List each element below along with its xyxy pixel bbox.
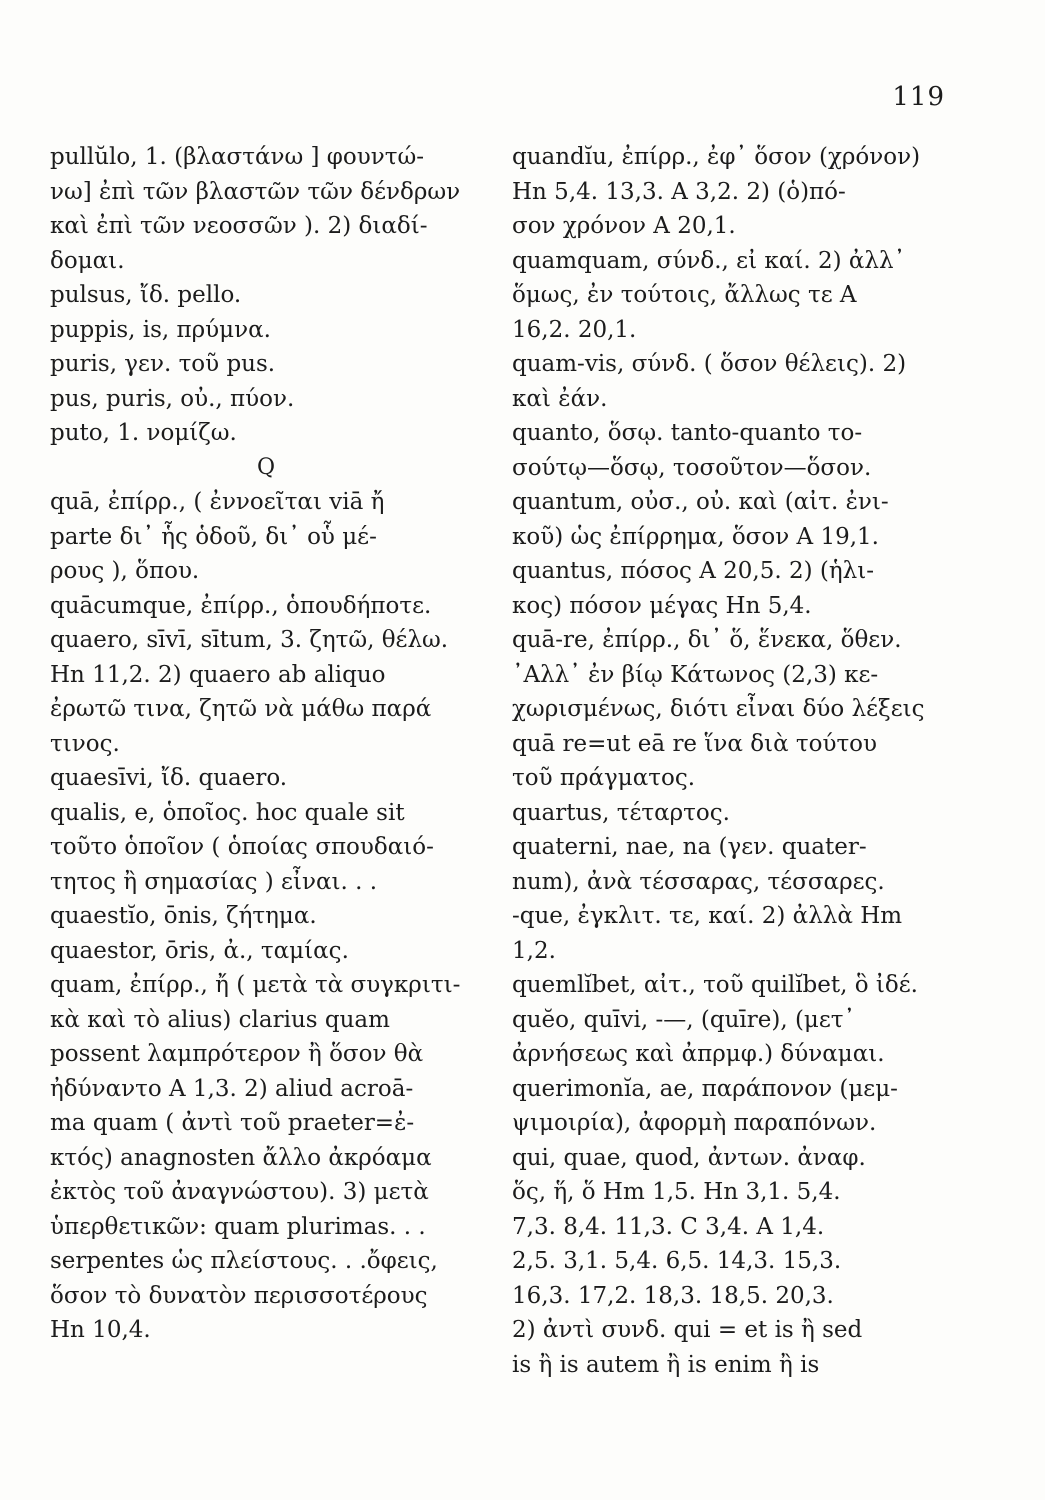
entry-line: κος) πόσον μέγας Hn 5,4. bbox=[512, 592, 812, 619]
entry-line: ἐρωτῶ τινα, ζητῶ νὰ μάθω παρά bbox=[50, 696, 432, 722]
entry-line: quantum, οὐσ., οὐ. καὶ (αἰτ. ἐνι- bbox=[512, 489, 889, 515]
entry-line: 7,3. 8,4. 11,3. C 3,4. A 1,4. bbox=[512, 1213, 825, 1240]
entry-line: ἀρνήσεως καὶ ἀπρμφ.) δύναμαι. bbox=[512, 1041, 885, 1067]
entry-line: κὰ καὶ τὸ alius) clarius quam bbox=[50, 1006, 390, 1033]
entry-line: 1,2. bbox=[512, 937, 556, 964]
entry-line: pullŭlo, 1. (βλαστάνω ] φουντώ- bbox=[50, 144, 424, 170]
entry-line: ἠδύναντο A 1,3. 2) aliud acroā- bbox=[50, 1075, 414, 1102]
entry-line: num), ἀνὰ τέσσαρας, τέσσαρες. bbox=[512, 868, 885, 895]
entry-line: τινος. bbox=[50, 730, 120, 757]
entry-line: Hn 11,2. 2) quaero ab aliquo bbox=[50, 661, 386, 688]
section-letter-heading: Q bbox=[256, 454, 276, 480]
entry-line: τητος ἢ σημασίας ) εἶναι. . . bbox=[50, 868, 378, 895]
entry-line: Hn 5,4. 13,3. A 3,2. 2) (ὁ)πό- bbox=[512, 178, 846, 205]
entry-line: κοῦ) ὡς ἐπίρρημα, ὅσον A 19,1. bbox=[512, 523, 879, 550]
entry-line: parte δι᾽ ἧς ὁδοῦ, δι᾽ οὗ μέ- bbox=[50, 523, 377, 550]
entry-line: puppis, is, πρύμνα. bbox=[50, 316, 271, 343]
entry-line: quemlĭbet, αἰτ., τοῦ quilĭbet, ὃ ἰδέ. bbox=[512, 972, 918, 998]
entry-line: quanto, ὅσῳ. tanto-quanto το- bbox=[512, 420, 863, 446]
entry-line: serpentes ὡς πλείστους. . .ὄφεις, bbox=[50, 1248, 438, 1274]
entry-line: quaterni, nae, na (γεν. quater- bbox=[512, 834, 867, 860]
entry-line: 2,5. 3,1. 5,4. 6,5. 14,3. 15,3. bbox=[512, 1248, 842, 1274]
entry-line: puris, γεν. τοῦ pus. bbox=[50, 351, 276, 377]
entry-line: pulsus, ἴδ. pello. bbox=[50, 282, 242, 308]
page-number: 119 bbox=[892, 82, 945, 112]
entry-line: quamquam, σύνδ., εἰ καί. 2) ἀλλ᾽ bbox=[512, 247, 906, 274]
entry-line: quam-vis, σύνδ. ( ὅσον θέλεις). 2) bbox=[512, 351, 907, 377]
entry-line: ma quam ( ἀντὶ τοῦ praeter=ἐ- bbox=[50, 1110, 415, 1136]
entry-line: pus, puris, οὐ., πύον. bbox=[50, 385, 295, 412]
entry-line: ἐκτὸς τοῦ ἀναγνώστου). 3) μετὰ bbox=[50, 1179, 429, 1205]
entry-line: qualis, e, ὁποῖος. hoc quale sit bbox=[50, 799, 405, 826]
entry-line: σούτῳ—ὅσῳ, τοσοῦτον—ὅσον. bbox=[512, 454, 872, 481]
entry-line: σον χρόνον A 20,1. bbox=[512, 213, 736, 239]
entry-line: δομαι. bbox=[50, 247, 125, 274]
entry-line: quartus, τέταρτος. bbox=[512, 799, 730, 826]
entry-line: ρους ), ὅπου. bbox=[50, 558, 200, 584]
entry-line: τοῦτο ὁποῖον ( ὁποίας σπουδαιό- bbox=[50, 834, 434, 860]
entry-line: quaesīvi, ἴδ. quaero. bbox=[50, 765, 288, 791]
entry-line: κτός) anagnosten ἄλλο ἀκρόαμα bbox=[50, 1144, 432, 1171]
entry-line: τοῦ πράγματος. bbox=[512, 765, 696, 791]
entry-line: ᾽Αλλ᾽ ἐν βίῳ Κάτωνος (2,3) κε- bbox=[512, 661, 879, 688]
entry-line: καὶ ἐάν. bbox=[512, 385, 608, 412]
entry-line: νω] ἐπὶ τῶν βλαστῶν τῶν δένδρων bbox=[50, 178, 461, 205]
entry-line: ὅς, ἥ, ὅ Hm 1,5. Hn 3,1. 5,4. bbox=[512, 1179, 841, 1205]
entry-line: ὑπερθετικῶν: quam plurimas. . . bbox=[50, 1213, 426, 1240]
entry-line: puto, 1. νομίζω. bbox=[50, 420, 237, 446]
right-column bbox=[512, 140, 952, 1382]
entry-line: quam, ἐπίρρ., ἤ ( μετὰ τὰ συγκριτι- bbox=[50, 972, 461, 998]
entry-line: quaestor, ōris, ἀ., ταμίας. bbox=[50, 937, 349, 964]
entry-line: quantus, πόσος A 20,5. 2) (ἡλι- bbox=[512, 558, 875, 584]
entry-line: possent λαμπρότερον ἢ ὅσον θὰ bbox=[50, 1041, 424, 1067]
entry-line: 16,2. 20,1. bbox=[512, 316, 637, 343]
entry-line: quandĭu, ἐπίρρ., ἐφ᾽ ὅσον (χρόνον) bbox=[512, 144, 921, 170]
entry-line: quĕo, quīvi, -—, (quīre), (μετ᾽ bbox=[512, 1006, 856, 1033]
entry-line: qui, quae, quod, ἀντων. ἀναφ. bbox=[512, 1144, 866, 1171]
entry-line: quā-re, ἐπίρρ., δι᾽ ὅ, ἕνεκα, ὅθεν. bbox=[512, 627, 902, 653]
entry-line: quā, ἐπίρρ., ( ἐννοεῖται viā ἤ bbox=[50, 489, 385, 515]
entry-line: ψιμοιρία), ἀφορμὴ παραπόνων. bbox=[512, 1110, 877, 1136]
entry-line: quaestĭo, ōnis, ζήτημα. bbox=[50, 903, 317, 929]
entry-line: χωρισμένως, διότι εἶναι δύο λέξεις bbox=[512, 696, 925, 722]
entry-line: Hn 10,4. bbox=[50, 1317, 151, 1343]
left-column bbox=[50, 140, 482, 1348]
entry-line: 2) ἀντὶ συνδ. qui = et is ἢ sed bbox=[512, 1317, 863, 1343]
entry-line: quaero, sīvī, sītum, 3. ζητῶ, θέλω. bbox=[50, 627, 449, 653]
entry-line: is ἢ is autem ἢ is enim ἢ is bbox=[512, 1351, 820, 1378]
entry-line: ὅμως, ἐν τούτοις, ἄλλως τε A bbox=[512, 282, 857, 308]
entry-line: querimonĭa, ae, παράπονον (μεμ- bbox=[512, 1075, 898, 1102]
entry-line: καὶ ἐπὶ τῶν νεοσσῶν ). 2) διαδί- bbox=[50, 213, 428, 239]
entry-line: ὅσον τὸ δυνατὸν περισσοτέρους bbox=[50, 1282, 428, 1309]
entry-line: -que, ἐγκλιτ. τε, καί. 2) ἀλλὰ Hm bbox=[512, 903, 903, 929]
entry-line: quā re=ut eā re ἵνα διὰ τούτου bbox=[512, 730, 878, 757]
entry-line: 16,3. 17,2. 18,3. 18,5. 20,3. bbox=[512, 1282, 834, 1309]
entry-line: quācumque, ἐπίρρ., ὁπουδήποτε. bbox=[50, 592, 432, 619]
